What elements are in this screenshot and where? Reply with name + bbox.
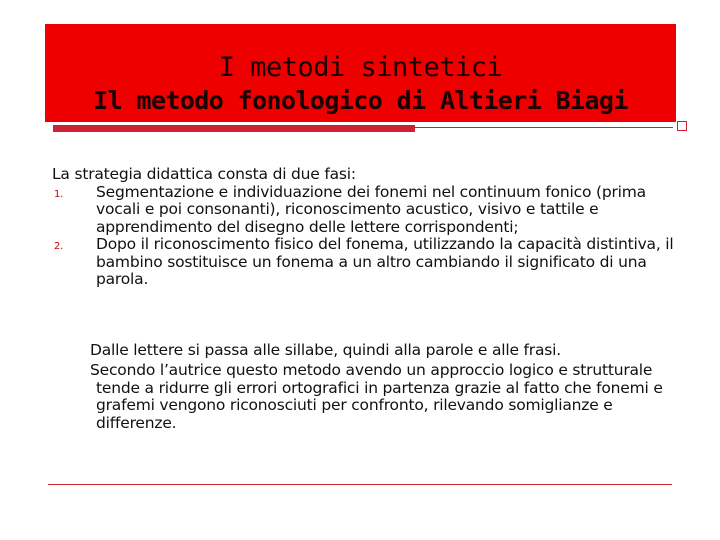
intro-text: La strategia didattica consta di due fasi: bbox=[52, 165, 356, 183]
list-item-text: Dopo il riconoscimento fisico del fonema, utilizzando la capacità distintiva, il bambino sostituisce un fonema a un altro cambiando il significato di una parola. bbox=[96, 235, 674, 288]
slide-subtitle: Il metodo fonologico di Altieri Biagi bbox=[93, 86, 628, 115]
list-item bbox=[52, 236, 682, 289]
accent-bar bbox=[53, 125, 415, 132]
corner-square-decoration bbox=[677, 121, 687, 131]
accent-rule bbox=[415, 127, 673, 128]
paragraph-syllables: Dalle lettere si passa alle sillabe, quindi alla parole e alle frasi. bbox=[90, 341, 561, 359]
list-number: 2. bbox=[54, 241, 64, 252]
title-box bbox=[45, 24, 676, 122]
list-item-text: Segmentazione e individuazione dei fonemi nel continuum fonico (prima vocali e poi consonanti), riconoscimento acustico, visivo e tattile e apprendimento del disegno delle lettere corrispondenti; bbox=[96, 182, 646, 236]
paragraph-approach: Secondo l’autrice questo metodo avendo un approccio logico e strutturale tende a ridurre gli errori ortografici in partenza grazie al fatto che fonemi e grafemi vengono riconosciuti per confronto, rilevando somiglianze e differenze. bbox=[90, 361, 663, 432]
list-item bbox=[52, 184, 682, 237]
slide-title: I metodi sintetici bbox=[218, 52, 503, 83]
slide-body bbox=[52, 166, 682, 289]
list-number: 1. bbox=[54, 188, 64, 200]
bottom-rule bbox=[48, 484, 672, 485]
